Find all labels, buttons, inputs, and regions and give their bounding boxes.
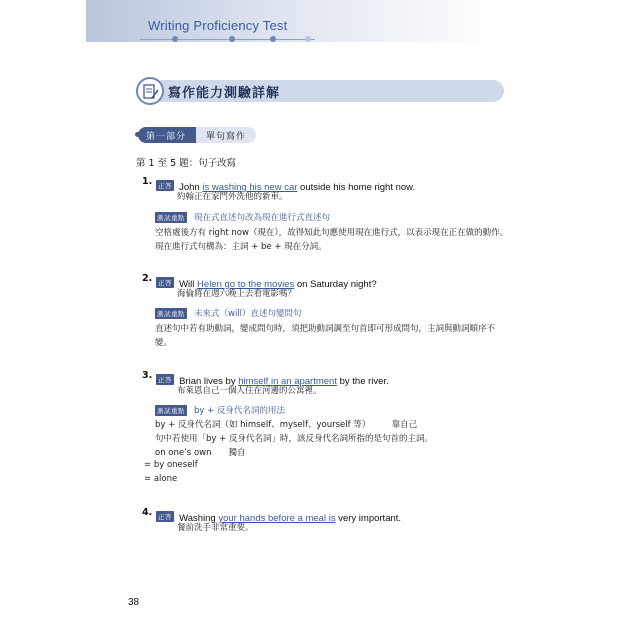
answer-badge: 正答 [158, 279, 172, 287]
sentence-before: Washing [179, 513, 219, 524]
part-label: 第一部分 [138, 127, 196, 143]
sentence-after: outside his home right now. [297, 182, 416, 193]
note-line: = alone [144, 474, 178, 484]
translation: 約翰正在家門外洗他的新車。 [177, 192, 288, 202]
part-name: 單句寫作 [196, 127, 256, 143]
sentence-before: Will [179, 279, 198, 290]
test-point-badge: 測試重點 [157, 407, 185, 415]
test-point: 未來式（will）直述句變問句 [194, 309, 302, 319]
header-dot [270, 36, 276, 42]
answer-badge: 正答 [158, 182, 172, 190]
sentence-highlight: himself in an apartment [238, 376, 337, 387]
test-point: 現在式直述句改為現在進行式直述句 [194, 213, 331, 223]
note-line: by + 反身代名詞（如 himself、myself、yourself 等） 靠自己 [155, 420, 418, 430]
test-point-badge: 測試重點 [157, 310, 185, 318]
test-point: by + 反身代名詞的用法 [194, 406, 285, 416]
section-title: 寫作能力測驗詳解 [168, 86, 281, 101]
answer-badge: 正答 [158, 376, 172, 384]
sentence-after: by the river. [336, 376, 389, 387]
note-line: 直述句中若有助動詞，變成問句時，須把助動詞調至句首即可形成問句，主詞與動詞順序不 [155, 324, 496, 334]
note-line: = by oneself [144, 460, 198, 470]
question-number: 2. [142, 273, 153, 284]
translation: 餐前洗手非常重要。 [177, 523, 254, 533]
question-number: 1. [142, 176, 153, 187]
note-line: 空格處後方有 right now（現在），故得知此句應使用現在進行式，以表示現在正在做的動作。 [155, 228, 509, 238]
header-title: Writing Proficiency Test [148, 18, 288, 33]
answer-badge: 正答 [158, 513, 172, 521]
translation: 布萊恩自己一個人住在河邊的公寓裡。 [177, 386, 322, 396]
header-rule [140, 39, 315, 40]
header-dot [229, 36, 235, 42]
sentence-highlight: your hands before a meal is [218, 513, 336, 524]
note-line: 句中若使用「by + 反身代名詞」時，該反身代名詞所指的是句首的主詞。 [155, 434, 433, 444]
sentence-highlight: is washing his new car [202, 182, 298, 193]
translation: 海倫將在週六晚上去看電影嗎？ [177, 289, 297, 299]
sentence-highlight: Helen go to the movies [197, 279, 295, 290]
part-tag [138, 127, 256, 143]
note-line: 變。 [155, 338, 173, 348]
header-dot [172, 36, 178, 42]
sentence-before: John [179, 182, 203, 193]
range-heading: 第 1 至 5 題：句子改寫 [136, 158, 237, 169]
question-number: 4. [142, 507, 153, 518]
sentence-before: Brian lives by [179, 376, 239, 387]
notepad-pencil-icon [136, 77, 164, 105]
sentence-after: on Saturday night? [294, 279, 377, 290]
page-number: 38 [128, 597, 140, 608]
header-dot [305, 36, 311, 42]
note-line: on one’s own 獨自 [155, 448, 246, 458]
question-number: 3. [142, 370, 153, 381]
note-line: 現在進行式句構為：主詞 + be + 現在分詞。 [155, 242, 327, 252]
sentence-after: very important. [335, 513, 402, 524]
test-point-badge: 測試重點 [157, 214, 185, 222]
